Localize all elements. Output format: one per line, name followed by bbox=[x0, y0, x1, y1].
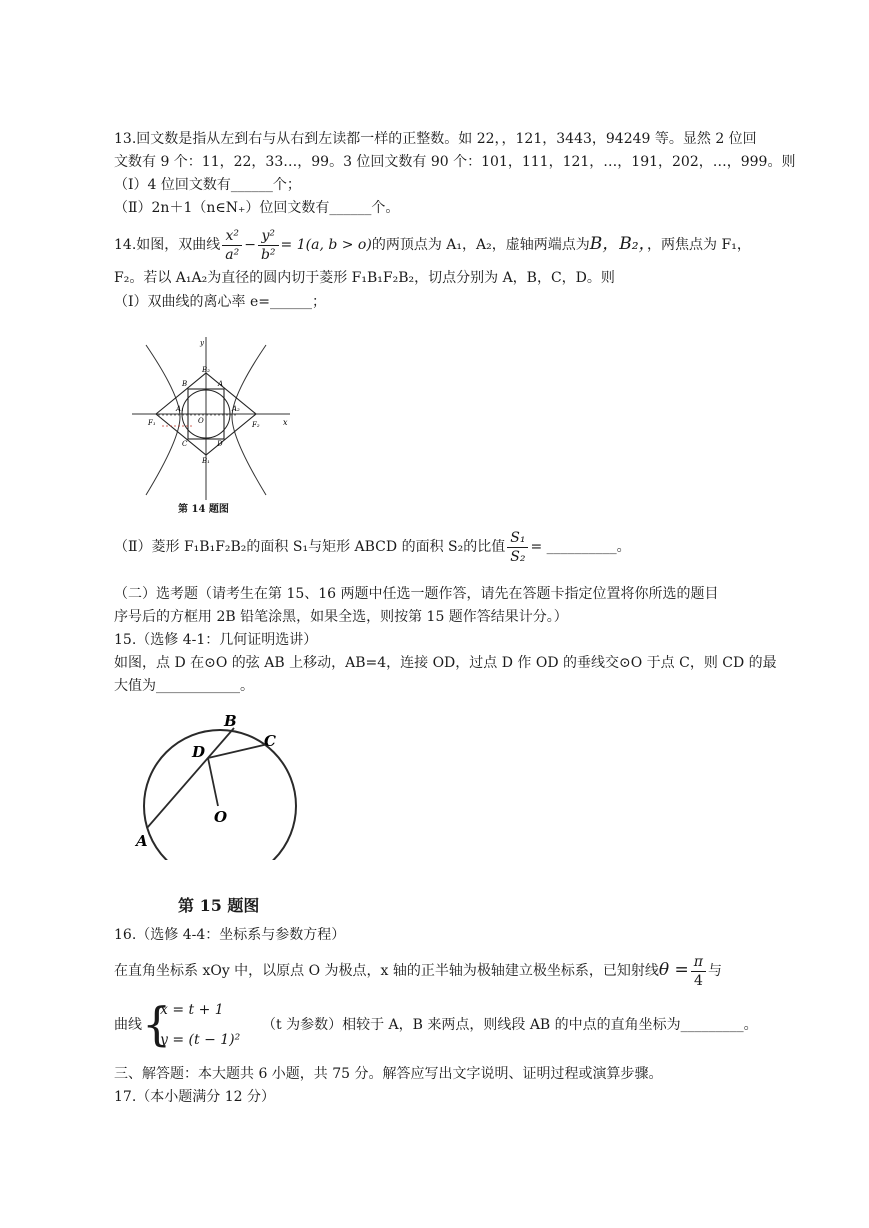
q14-line2: F₂。若以 A₁A₂为直径的圆内切于菱形 F₁B₁F₂B₂，切点分别为 A，B，C，D。则 bbox=[114, 270, 615, 286]
q16-pi: π bbox=[691, 953, 706, 972]
curve-brace: { bbox=[142, 997, 172, 1051]
q16-curve-prefix: 曲线 bbox=[114, 1017, 142, 1033]
q16-line1-suffix: 与 bbox=[708, 963, 722, 979]
q14-b-part: B，B₂， bbox=[589, 234, 648, 254]
q15-line1: 如图，点 D 在⊙O 的弦 AB 上移动，AB=4，连接 OD，过点 D 作 OD 的垂线交⊙O 于点 C，则 CD 的最 bbox=[114, 655, 777, 671]
label-b1: B₁ bbox=[202, 457, 210, 465]
q14-frac-x bbox=[222, 227, 242, 264]
q13-line1: 13.回文数是指从左到右与从右到左读都一样的正整数。如 22，，121，3443，94249 等。显然 2 位回 bbox=[114, 131, 757, 147]
q16-line1 bbox=[114, 950, 722, 991]
q16-eq1: x = t + 1 bbox=[160, 1002, 224, 1018]
segment-do bbox=[208, 758, 218, 806]
q14-part1: （Ⅰ）双曲线的离心率 e=______； bbox=[114, 294, 326, 310]
q14-x2: x² bbox=[222, 227, 242, 246]
q14-minus: − bbox=[244, 237, 256, 253]
section3-line1: 三、解答题：本大题共 6 小题，共 75 分。解答应写出文字说明、证明过程或演算步骤。 bbox=[114, 1066, 663, 1082]
q15-title: 15.（选修 4-1：几何证明选讲） bbox=[114, 632, 318, 648]
q13-part2: （Ⅱ）2n＋1（n∈N₊）位回文数有______个。 bbox=[114, 200, 400, 216]
label-b: B bbox=[224, 712, 237, 730]
q16-curve-suffix: （t 为参数）相较于 A，B 来两点，则线段 AB 的中点的直角坐标为_________。 bbox=[262, 1017, 758, 1033]
q15-line2: 大值为____________。 bbox=[114, 678, 254, 694]
figure-14-svg bbox=[128, 335, 298, 505]
q14-line1 bbox=[114, 224, 751, 265]
q14-rhs: = 1(a, b > o) bbox=[280, 237, 372, 253]
figure-14-caption: 第 14 题图 bbox=[178, 504, 229, 515]
q16-eq2: y = (t − 1)² bbox=[160, 1032, 241, 1048]
section2-line1: （二）选考题（请考生在第 15、16 两题中任选一题作答，请先在答题卡指定位置将你所选的题目 bbox=[114, 586, 719, 602]
label-c: C bbox=[182, 440, 188, 448]
label-o: O bbox=[214, 808, 228, 826]
q13-line2: 文数有 9 个：11，22，33…，99。3 位回文数有 90 个：101，111，121，…，191，202，…，999。则 bbox=[114, 154, 796, 170]
q14-b2: b² bbox=[260, 246, 276, 263]
figure-14 bbox=[128, 335, 298, 505]
label-d: D bbox=[217, 440, 223, 448]
label-x: x bbox=[283, 418, 288, 427]
q14-part2-suffix: = __________。 bbox=[530, 539, 631, 555]
q14-s-frac bbox=[507, 529, 528, 566]
q14-frac-y bbox=[258, 227, 279, 264]
label-f1: F₁ bbox=[148, 419, 156, 427]
label-b: B bbox=[182, 380, 188, 388]
label-c: C bbox=[264, 732, 276, 750]
q14-part2-prefix: （Ⅱ）菱形 F₁B₁F₂B₂的面积 S₁与矩形 ABCD 的面积 S₂的比值 bbox=[114, 539, 506, 555]
q14-a2: a² bbox=[225, 246, 240, 263]
label-a: A bbox=[218, 380, 224, 388]
label-d: D bbox=[192, 743, 206, 761]
q16-line1-prefix: 在直角坐标系 xOy 中，以原点 O 为极点，x 轴的正半轴为极轴建立极坐标系，已知射线 bbox=[114, 963, 659, 979]
label-a2: A₂ bbox=[232, 405, 240, 413]
label-b2: B₂ bbox=[202, 366, 210, 374]
label-o: O bbox=[198, 417, 204, 425]
figure-15 bbox=[128, 708, 303, 860]
label-a1: A₁ bbox=[176, 405, 184, 413]
q17-title: 17.（本小题满分 12 分） bbox=[114, 1089, 275, 1105]
label-y: y bbox=[200, 339, 204, 347]
q14-part2 bbox=[114, 527, 631, 567]
figure-15-svg bbox=[128, 708, 303, 860]
label-f2: F₂ bbox=[252, 421, 260, 429]
figure-15-caption: 第 15 题图 bbox=[178, 896, 260, 915]
section2-line2: 序号后的方框用 2B 铅笔涂黑，如果全选，则按第 15 题作答结果计分。） bbox=[114, 609, 568, 625]
q14-s2: S₂ bbox=[510, 548, 526, 565]
label-a: A bbox=[136, 832, 148, 850]
q14-y2: y² bbox=[258, 227, 279, 246]
q14-s1: S₁ bbox=[507, 529, 528, 548]
q14-prefix: 14.如图，双曲线 bbox=[114, 237, 221, 253]
q14-suffix: 的两顶点为 A₁，A₂，虚轴两端点为 bbox=[371, 237, 590, 253]
q16-title: 16.（选修 4-4：坐标系与参数方程） bbox=[114, 927, 346, 943]
segment-dc bbox=[208, 744, 268, 758]
q13-part1: （Ⅰ）4 位回文数有______个； bbox=[114, 177, 301, 193]
q16-pi-frac bbox=[691, 953, 706, 990]
q14-suffix2: ，两焦点为 F₁， bbox=[647, 237, 751, 253]
q16-theta: θ = bbox=[658, 960, 689, 980]
q16-four: 4 bbox=[693, 972, 703, 989]
